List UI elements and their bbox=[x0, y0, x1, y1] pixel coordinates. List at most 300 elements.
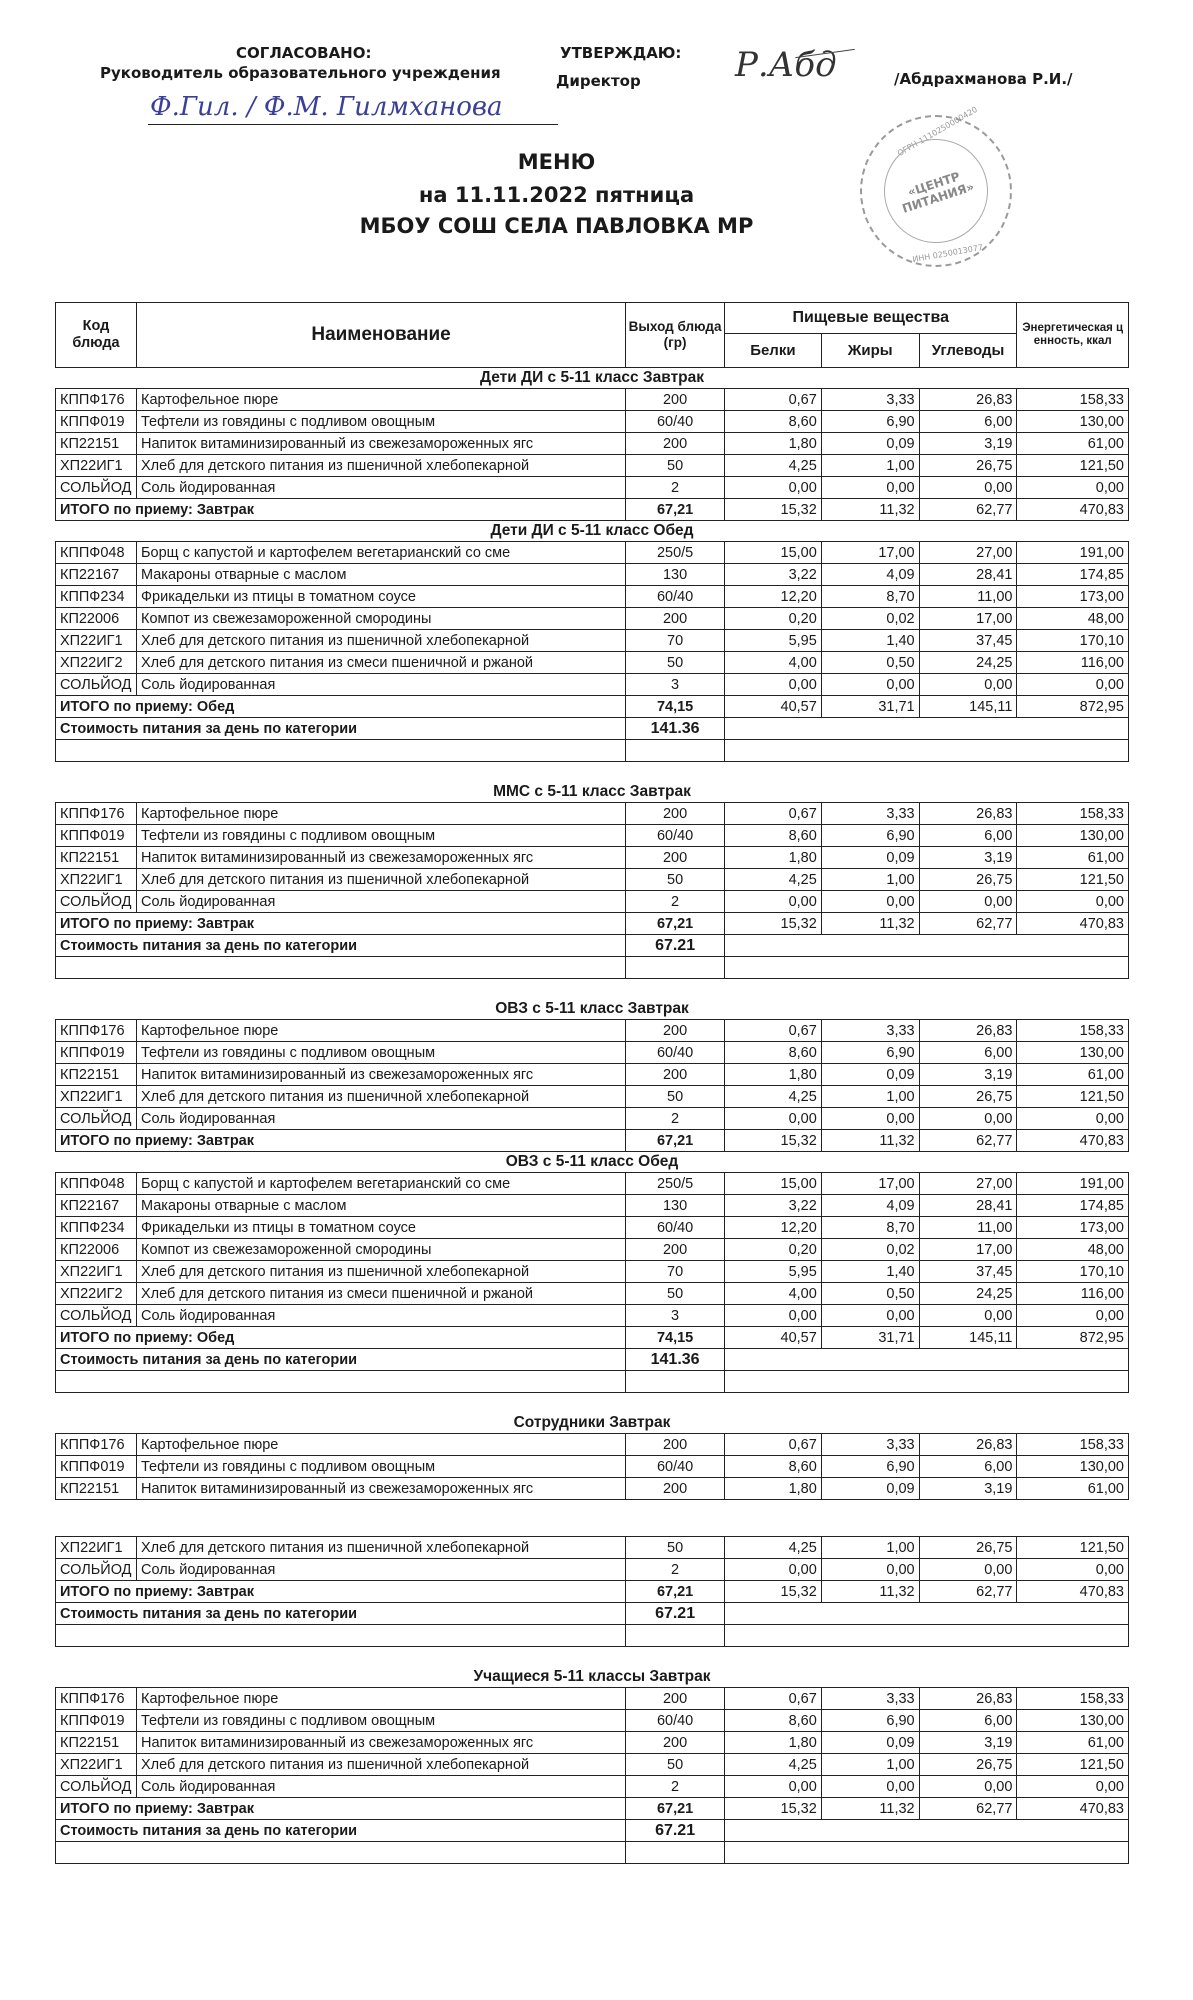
energy-value: 0,00 bbox=[1017, 1305, 1129, 1327]
doc-date: на 11.11.2022 пятница bbox=[418, 183, 695, 207]
header-protein: Белки bbox=[725, 334, 822, 368]
protein-value: 4,25 bbox=[725, 869, 822, 891]
fat-value: 1,00 bbox=[821, 869, 919, 891]
blank-cell bbox=[725, 1625, 1129, 1647]
carbs-value: 3,19 bbox=[919, 1064, 1017, 1086]
section-title: Дети ДИ с 5-11 класс Обед bbox=[490, 522, 694, 539]
energy-value: 130,00 bbox=[1017, 825, 1129, 847]
total-carbs: 62,77 bbox=[919, 1581, 1017, 1603]
dish-name: Хлеб для детского питания из пшеничной хлебопекарной bbox=[137, 630, 626, 652]
dish-name: Соль йодированная bbox=[137, 1108, 626, 1130]
blank-cell bbox=[725, 957, 1129, 979]
energy-value: 173,00 bbox=[1017, 586, 1129, 608]
energy-value: 174,85 bbox=[1017, 564, 1129, 586]
fat-value: 0,09 bbox=[821, 433, 919, 455]
table-row bbox=[56, 1020, 1129, 1042]
total-protein: 40,57 bbox=[725, 696, 822, 718]
table-row bbox=[56, 455, 1129, 477]
dish-code: КППФ019 bbox=[56, 411, 137, 433]
fat-value: 8,70 bbox=[821, 1217, 919, 1239]
energy-value: 170,10 bbox=[1017, 630, 1129, 652]
dish-name: Компот из свежезамороженной смородины bbox=[137, 608, 626, 630]
energy-value: 0,00 bbox=[1017, 891, 1129, 913]
cost-value: 67.21 bbox=[626, 1820, 725, 1842]
menu-table bbox=[55, 302, 1129, 1864]
total-label: ИТОГО по приему: Завтрак bbox=[56, 1130, 626, 1152]
dish-name: Соль йодированная bbox=[137, 1305, 626, 1327]
blank-row bbox=[56, 740, 1129, 762]
section-spacer bbox=[55, 979, 1129, 999]
dish-name: Компот из свежезамороженной смородины bbox=[137, 1239, 626, 1261]
dish-code: ХП22ИГ1 bbox=[56, 630, 137, 652]
energy-value: 158,33 bbox=[1017, 1434, 1129, 1456]
carbs-value: 11,00 bbox=[919, 1217, 1017, 1239]
dish-code: ХП22ИГ1 bbox=[56, 455, 137, 477]
table-row bbox=[56, 433, 1129, 455]
fat-value: 6,90 bbox=[821, 1456, 919, 1478]
energy-value: 61,00 bbox=[1017, 1732, 1129, 1754]
carbs-value: 0,00 bbox=[919, 1305, 1017, 1327]
energy-value: 116,00 bbox=[1017, 1283, 1129, 1305]
carbs-value: 27,00 bbox=[919, 542, 1017, 564]
dish-output: 50 bbox=[626, 1537, 725, 1559]
carbs-value: 27,00 bbox=[919, 1173, 1017, 1195]
protein-value: 8,60 bbox=[725, 1710, 822, 1732]
section-table bbox=[55, 541, 1129, 762]
header-energy: Энергетическая ценность, ккал bbox=[1017, 303, 1129, 368]
fat-value: 0,09 bbox=[821, 1064, 919, 1086]
dish-output: 50 bbox=[626, 1283, 725, 1305]
dish-name: Соль йодированная bbox=[137, 477, 626, 499]
fat-value: 1,40 bbox=[821, 1261, 919, 1283]
dish-output: 2 bbox=[626, 1776, 725, 1798]
energy-value: 0,00 bbox=[1017, 1108, 1129, 1130]
protein-value: 0,00 bbox=[725, 1776, 822, 1798]
dish-code: ХП22ИГ2 bbox=[56, 652, 137, 674]
dish-output: 2 bbox=[626, 1108, 725, 1130]
protein-value: 5,95 bbox=[725, 1261, 822, 1283]
table-row bbox=[56, 1108, 1129, 1130]
protein-value: 0,67 bbox=[725, 1434, 822, 1456]
header-code: Код блюда bbox=[56, 303, 137, 368]
total-row bbox=[56, 1581, 1129, 1603]
total-row bbox=[56, 499, 1129, 521]
protein-value: 0,67 bbox=[725, 389, 822, 411]
total-output: 67,21 bbox=[626, 1798, 725, 1820]
table-row bbox=[56, 674, 1129, 696]
dish-name: Картофельное пюре bbox=[137, 1020, 626, 1042]
total-row bbox=[56, 1327, 1129, 1349]
protein-value: 0,00 bbox=[725, 477, 822, 499]
fat-value: 3,33 bbox=[821, 1434, 919, 1456]
blank-row bbox=[56, 1625, 1129, 1647]
cost-value: 67.21 bbox=[626, 1603, 725, 1625]
table-row bbox=[56, 1086, 1129, 1108]
cost-empty bbox=[725, 1603, 1129, 1625]
table-row bbox=[56, 1261, 1129, 1283]
dish-code: КППФ019 bbox=[56, 1042, 137, 1064]
carbs-value: 24,25 bbox=[919, 652, 1017, 674]
protein-value: 12,20 bbox=[725, 1217, 822, 1239]
dish-code: КППФ019 bbox=[56, 1456, 137, 1478]
total-protein: 15,32 bbox=[725, 499, 822, 521]
dish-code: КППФ176 bbox=[56, 803, 137, 825]
dish-output: 60/40 bbox=[626, 586, 725, 608]
dish-name: Хлеб для детского питания из пшеничной хлебопекарной bbox=[137, 455, 626, 477]
protein-value: 0,00 bbox=[725, 891, 822, 913]
fat-value: 1,40 bbox=[821, 630, 919, 652]
fat-value: 0,00 bbox=[821, 1559, 919, 1581]
dish-code: КП22151 bbox=[56, 1732, 137, 1754]
protein-value: 1,80 bbox=[725, 1064, 822, 1086]
dish-output: 200 bbox=[626, 803, 725, 825]
dish-code: КППФ234 bbox=[56, 586, 137, 608]
dish-output: 2 bbox=[626, 477, 725, 499]
energy-value: 0,00 bbox=[1017, 1559, 1129, 1581]
energy-value: 173,00 bbox=[1017, 1217, 1129, 1239]
dish-code: КП22151 bbox=[56, 433, 137, 455]
dish-name: Напиток витаминизированный из свежезамороженных ягс bbox=[137, 1478, 626, 1500]
table-row bbox=[56, 869, 1129, 891]
table-row bbox=[56, 652, 1129, 674]
total-output: 67,21 bbox=[626, 913, 725, 935]
carbs-value: 24,25 bbox=[919, 1283, 1017, 1305]
section-table bbox=[55, 1172, 1129, 1393]
carbs-value: 0,00 bbox=[919, 477, 1017, 499]
fat-value: 1,00 bbox=[821, 1086, 919, 1108]
energy-value: 158,33 bbox=[1017, 803, 1129, 825]
dish-output: 200 bbox=[626, 1688, 725, 1710]
agreed-label: СОГЛАСОВАНО: bbox=[236, 44, 372, 62]
fat-value: 0,00 bbox=[821, 1108, 919, 1130]
total-output: 67,21 bbox=[626, 499, 725, 521]
total-label: ИТОГО по приему: Обед bbox=[56, 696, 626, 718]
total-row bbox=[56, 913, 1129, 935]
dish-name: Соль йодированная bbox=[137, 1776, 626, 1798]
carbs-value: 0,00 bbox=[919, 1776, 1017, 1798]
energy-value: 116,00 bbox=[1017, 652, 1129, 674]
fat-value: 6,90 bbox=[821, 825, 919, 847]
table-row bbox=[56, 825, 1129, 847]
dish-name: Картофельное пюре bbox=[137, 1434, 626, 1456]
energy-value: 158,33 bbox=[1017, 1020, 1129, 1042]
dish-name: Напиток витаминизированный из свежезамороженных ягс bbox=[137, 847, 626, 869]
dish-code: КП22151 bbox=[56, 847, 137, 869]
fat-value: 0,00 bbox=[821, 891, 919, 913]
total-label: ИТОГО по приему: Завтрак bbox=[56, 499, 626, 521]
dish-name: Хлеб для детского питания из пшеничной хлебопекарной bbox=[137, 869, 626, 891]
table-row bbox=[56, 630, 1129, 652]
protein-value: 0,00 bbox=[725, 674, 822, 696]
carbs-value: 3,19 bbox=[919, 1732, 1017, 1754]
fat-value: 3,33 bbox=[821, 1688, 919, 1710]
carbs-value: 26,83 bbox=[919, 803, 1017, 825]
dish-name: Борщ с капустой и картофелем вегетарианский со сме bbox=[137, 1173, 626, 1195]
fat-value: 8,70 bbox=[821, 586, 919, 608]
table-row bbox=[56, 586, 1129, 608]
dish-code: СОЛЬЙОД bbox=[56, 1108, 137, 1130]
cost-value: 141.36 bbox=[626, 718, 725, 740]
protein-value: 0,20 bbox=[725, 1239, 822, 1261]
section-table bbox=[55, 1433, 1129, 1500]
energy-value: 48,00 bbox=[1017, 608, 1129, 630]
table-row bbox=[56, 1710, 1129, 1732]
protein-value: 0,00 bbox=[725, 1305, 822, 1327]
total-fat: 11,32 bbox=[821, 1130, 919, 1152]
total-fat: 31,71 bbox=[821, 1327, 919, 1349]
cost-label: Стоимость питания за день по категории bbox=[56, 935, 626, 957]
total-fat: 11,32 bbox=[821, 913, 919, 935]
table-row bbox=[56, 1064, 1129, 1086]
dish-output: 200 bbox=[626, 847, 725, 869]
dish-name: Напиток витаминизированный из свежезамороженных ягс bbox=[137, 1064, 626, 1086]
section-table bbox=[55, 802, 1129, 979]
dish-code: СОЛЬЙОД bbox=[56, 1776, 137, 1798]
dish-code: КППФ176 bbox=[56, 1434, 137, 1456]
protein-value: 4,25 bbox=[725, 455, 822, 477]
total-fat: 11,32 bbox=[821, 1581, 919, 1603]
section-table-continued bbox=[55, 1536, 1129, 1647]
energy-value: 48,00 bbox=[1017, 1239, 1129, 1261]
protein-value: 8,60 bbox=[725, 1456, 822, 1478]
total-carbs: 62,77 bbox=[919, 1130, 1017, 1152]
dish-output: 130 bbox=[626, 564, 725, 586]
total-carbs: 62,77 bbox=[919, 1798, 1017, 1820]
dish-output: 200 bbox=[626, 1239, 725, 1261]
dish-output: 200 bbox=[626, 1434, 725, 1456]
dish-name: Хлеб для детского питания из смеси пшеничной и ржаной bbox=[137, 652, 626, 674]
dish-output: 60/40 bbox=[626, 1042, 725, 1064]
dish-name: Хлеб для детского питания из пшеничной хлебопекарной bbox=[137, 1537, 626, 1559]
cost-empty bbox=[725, 1349, 1129, 1371]
dish-output: 50 bbox=[626, 869, 725, 891]
total-label: ИТОГО по приему: Завтрак bbox=[56, 1798, 626, 1820]
table-row bbox=[56, 542, 1129, 564]
total-protein: 15,32 bbox=[725, 1581, 822, 1603]
protein-value: 0,00 bbox=[725, 1559, 822, 1581]
dish-code: КП22167 bbox=[56, 1195, 137, 1217]
cost-value: 141.36 bbox=[626, 1349, 725, 1371]
dish-output: 50 bbox=[626, 1086, 725, 1108]
dish-output: 70 bbox=[626, 630, 725, 652]
fat-value: 0,00 bbox=[821, 477, 919, 499]
energy-value: 0,00 bbox=[1017, 477, 1129, 499]
cost-row bbox=[56, 718, 1129, 740]
stamp-center: «ЦЕНТР ПИТАНИЯ» bbox=[870, 125, 1001, 256]
agreed-role: Руководитель образовательного учреждения bbox=[100, 64, 501, 82]
total-row bbox=[56, 696, 1129, 718]
dish-code: СОЛЬЙОД bbox=[56, 674, 137, 696]
carbs-value: 0,00 bbox=[919, 1559, 1017, 1581]
total-protein: 40,57 bbox=[725, 1327, 822, 1349]
total-protein: 15,32 bbox=[725, 913, 822, 935]
section-title: ММС с 5-11 класс Завтрак bbox=[493, 783, 691, 800]
energy-value: 158,33 bbox=[1017, 389, 1129, 411]
total-output: 67,21 bbox=[626, 1581, 725, 1603]
blank-cell bbox=[725, 1371, 1129, 1393]
agreed-signature: Ф.Гил. / Ф.М. Гилмханова bbox=[150, 92, 503, 122]
protein-value: 12,20 bbox=[725, 586, 822, 608]
page-gap bbox=[55, 1500, 1129, 1536]
stamp-ring-top: ОГРН 1110250000420 bbox=[895, 104, 979, 159]
total-output: 67,21 bbox=[626, 1130, 725, 1152]
carbs-value: 6,00 bbox=[919, 1042, 1017, 1064]
cost-row bbox=[56, 1820, 1129, 1842]
cost-row bbox=[56, 935, 1129, 957]
blank-cell bbox=[626, 1625, 725, 1647]
protein-value: 0,00 bbox=[725, 1108, 822, 1130]
carbs-value: 3,19 bbox=[919, 847, 1017, 869]
total-carbs: 62,77 bbox=[919, 913, 1017, 935]
dish-name: Соль йодированная bbox=[137, 674, 626, 696]
section-title: Учащиеся 5-11 классы Завтрак bbox=[473, 1668, 711, 1685]
total-energy: 470,83 bbox=[1017, 1798, 1129, 1820]
carbs-value: 26,75 bbox=[919, 455, 1017, 477]
energy-value: 121,50 bbox=[1017, 455, 1129, 477]
carbs-value: 26,83 bbox=[919, 389, 1017, 411]
total-label: ИТОГО по приему: Завтрак bbox=[56, 913, 626, 935]
carbs-value: 26,83 bbox=[919, 1020, 1017, 1042]
fat-value: 0,00 bbox=[821, 674, 919, 696]
table-row bbox=[56, 1754, 1129, 1776]
fat-value: 1,00 bbox=[821, 1537, 919, 1559]
dish-name: Соль йодированная bbox=[137, 1559, 626, 1581]
dish-name: Борщ с капустой и картофелем вегетарианский со сме bbox=[137, 542, 626, 564]
fat-value: 6,90 bbox=[821, 1710, 919, 1732]
blank-cell bbox=[56, 957, 626, 979]
total-row bbox=[56, 1798, 1129, 1820]
table-row bbox=[56, 608, 1129, 630]
dish-name: Хлеб для детского питания из пшеничной хлебопекарной bbox=[137, 1086, 626, 1108]
carbs-value: 0,00 bbox=[919, 1108, 1017, 1130]
total-energy: 872,95 bbox=[1017, 1327, 1129, 1349]
energy-value: 61,00 bbox=[1017, 1478, 1129, 1500]
energy-value: 191,00 bbox=[1017, 542, 1129, 564]
dish-name: Макароны отварные с маслом bbox=[137, 1195, 626, 1217]
protein-value: 0,67 bbox=[725, 1688, 822, 1710]
cost-label: Стоимость питания за день по категории bbox=[56, 1603, 626, 1625]
blank-cell bbox=[56, 1625, 626, 1647]
dish-name: Хлеб для детского питания из пшеничной хлебопекарной bbox=[137, 1261, 626, 1283]
table-row bbox=[56, 847, 1129, 869]
dish-code: КП22167 bbox=[56, 564, 137, 586]
energy-value: 158,33 bbox=[1017, 1688, 1129, 1710]
total-protein: 15,32 bbox=[725, 1130, 822, 1152]
table-row bbox=[56, 564, 1129, 586]
dish-code: КППФ019 bbox=[56, 1710, 137, 1732]
dish-code: КППФ176 bbox=[56, 1688, 137, 1710]
dish-output: 3 bbox=[626, 1305, 725, 1327]
energy-value: 121,50 bbox=[1017, 869, 1129, 891]
table-row bbox=[56, 1217, 1129, 1239]
protein-value: 4,25 bbox=[725, 1754, 822, 1776]
fat-value: 0,50 bbox=[821, 652, 919, 674]
fat-value: 17,00 bbox=[821, 542, 919, 564]
table-row bbox=[56, 1042, 1129, 1064]
energy-value: 61,00 bbox=[1017, 847, 1129, 869]
total-label: ИТОГО по приему: Обед bbox=[56, 1327, 626, 1349]
blank-cell bbox=[626, 1371, 725, 1393]
protein-value: 0,67 bbox=[725, 1020, 822, 1042]
dish-code: КП22006 bbox=[56, 1239, 137, 1261]
total-fat: 11,32 bbox=[821, 499, 919, 521]
energy-value: 121,50 bbox=[1017, 1086, 1129, 1108]
energy-value: 0,00 bbox=[1017, 1776, 1129, 1798]
approve-label: УТВЕРЖДАЮ: bbox=[560, 44, 682, 62]
total-energy: 470,83 bbox=[1017, 1130, 1129, 1152]
carbs-value: 26,83 bbox=[919, 1434, 1017, 1456]
dish-name: Напиток витаминизированный из свежезамороженных ягс bbox=[137, 1732, 626, 1754]
carbs-value: 26,83 bbox=[919, 1688, 1017, 1710]
blank-cell bbox=[725, 1842, 1129, 1864]
cost-empty bbox=[725, 718, 1129, 740]
dish-output: 70 bbox=[626, 1261, 725, 1283]
protein-value: 15,00 bbox=[725, 1173, 822, 1195]
protein-value: 8,60 bbox=[725, 411, 822, 433]
menu-sections bbox=[55, 368, 1129, 1864]
protein-value: 4,25 bbox=[725, 1537, 822, 1559]
energy-value: 0,00 bbox=[1017, 674, 1129, 696]
fat-value: 3,33 bbox=[821, 1020, 919, 1042]
dish-name: Хлеб для детского питания из смеси пшеничной и ржаной bbox=[137, 1283, 626, 1305]
cost-empty bbox=[725, 1820, 1129, 1842]
total-fat: 11,32 bbox=[821, 1798, 919, 1820]
protein-value: 3,22 bbox=[725, 564, 822, 586]
table-row bbox=[56, 1173, 1129, 1195]
total-energy: 470,83 bbox=[1017, 499, 1129, 521]
dish-code: КП22151 bbox=[56, 1478, 137, 1500]
table-row bbox=[56, 1537, 1129, 1559]
dish-output: 60/40 bbox=[626, 825, 725, 847]
table-row bbox=[56, 1456, 1129, 1478]
dish-code: КППФ176 bbox=[56, 389, 137, 411]
dish-name: Тефтели из говядины с подливом овощным bbox=[137, 1710, 626, 1732]
approve-signature: Р.Абд bbox=[735, 45, 837, 85]
total-energy: 470,83 bbox=[1017, 913, 1129, 935]
total-output: 74,15 bbox=[626, 696, 725, 718]
table-row bbox=[56, 803, 1129, 825]
total-fat: 31,71 bbox=[821, 696, 919, 718]
total-energy: 872,95 bbox=[1017, 696, 1129, 718]
blank-cell bbox=[626, 957, 725, 979]
carbs-value: 26,75 bbox=[919, 1537, 1017, 1559]
table-row bbox=[56, 1478, 1129, 1500]
dish-output: 200 bbox=[626, 389, 725, 411]
dish-code: КП22006 bbox=[56, 608, 137, 630]
dish-name: Фрикадельки из птицы в томатном соусе bbox=[137, 586, 626, 608]
cost-label: Стоимость питания за день по категории bbox=[56, 1820, 626, 1842]
header-name: Наименование bbox=[136, 303, 625, 368]
dish-name: Соль йодированная bbox=[137, 891, 626, 913]
protein-value: 4,25 bbox=[725, 1086, 822, 1108]
total-carbs: 62,77 bbox=[919, 499, 1017, 521]
dish-code: КП22151 bbox=[56, 1064, 137, 1086]
fat-value: 17,00 bbox=[821, 1173, 919, 1195]
fat-value: 0,09 bbox=[821, 847, 919, 869]
dish-code: ХП22ИГ1 bbox=[56, 1261, 137, 1283]
dish-output: 130 bbox=[626, 1195, 725, 1217]
energy-value: 174,85 bbox=[1017, 1195, 1129, 1217]
carbs-value: 26,75 bbox=[919, 1086, 1017, 1108]
carbs-value: 3,19 bbox=[919, 433, 1017, 455]
dish-name: Фрикадельки из птицы в томатном соусе bbox=[137, 1217, 626, 1239]
total-row bbox=[56, 1130, 1129, 1152]
carbs-value: 6,00 bbox=[919, 1710, 1017, 1732]
carbs-value: 0,00 bbox=[919, 891, 1017, 913]
dish-name: Напиток витаминизированный из свежезамороженных ягс bbox=[137, 433, 626, 455]
dish-code: КППФ048 bbox=[56, 542, 137, 564]
protein-value: 1,80 bbox=[725, 1478, 822, 1500]
